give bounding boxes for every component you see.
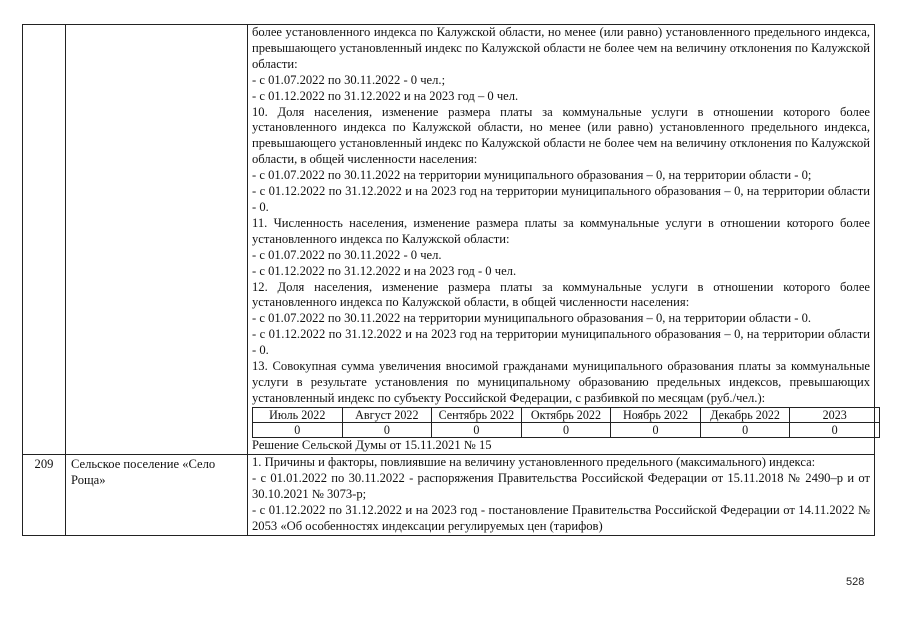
- month-header: Июль 2022: [253, 407, 343, 422]
- paragraph: - с 01.12.2022 по 31.12.2022 и на 2023 год на территории муниципального образования – 0, на территории области - 0.: [252, 327, 870, 358]
- regulation-table: [22, 24, 875, 536]
- details-cell: [248, 455, 875, 536]
- paragraph: - с 01.12.2022 по 31.12.2022 и на 2023 год - постановление Правительства Российской Федерации от 14.11.2022 № 2053 «Об особенностях индексации регулируемых цен (тарифов): [252, 502, 870, 533]
- paragraph: 11. Численность населения, изменение размера платы за коммунальные услуги в отношении которого более установленного индекса по Калужской области:: [252, 215, 870, 246]
- month-header: 2023: [790, 407, 880, 422]
- month-value: 0: [521, 422, 611, 437]
- month-header: Август 2022: [342, 407, 432, 422]
- months-header-row: [253, 407, 880, 422]
- paragraph: более установленного индекса по Калужской области, но менее (или равно) установленного предельного индекса, превышающего установленный индекс по Калужской области не более чем на величину отклонения по Калужской области:: [252, 25, 870, 71]
- paragraph: 12. Доля населения, изменение размера платы за коммунальные услуги в отношении которого более установленного индекса по Калужской области, в общей численности населения:: [252, 279, 870, 310]
- monthly-amount-table: [252, 407, 880, 438]
- months-value-row: [253, 422, 880, 437]
- paragraph: - с 01.01.2022 по 30.11.2022 - распоряжения Правительства Российской Федерации от 15.11.2018 № 2490–р и от 30.10.2021 № 3073-р;: [252, 470, 870, 501]
- month-value: 0: [432, 422, 522, 437]
- table-row: [23, 455, 875, 536]
- row-number-cell: 209: [23, 455, 66, 536]
- month-value: 0: [790, 422, 880, 437]
- month-value: 0: [700, 422, 790, 437]
- table-row: [23, 25, 875, 455]
- month-header: Сентябрь 2022: [432, 407, 522, 422]
- paragraph: - с 01.07.2022 по 30.11.2022 на территории муниципального образования – 0, на территории области - 0.: [252, 311, 812, 326]
- paragraph: 1. Причины и факторы, повлиявшие на величину установленного предельного (максимального) индекса:: [252, 455, 816, 470]
- paragraph: - с 01.07.2022 по 30.11.2022 - 0 чел.;: [252, 72, 446, 87]
- municipality-name-cell: Сельское поселение «Село Роща»: [66, 455, 248, 536]
- paragraph: - с 01.12.2022 по 31.12.2022 и на 2023 год - 0 чел.: [252, 263, 517, 278]
- paragraph: 10. Доля населения, изменение размера платы за коммунальные услуги в отношении которого более установленного индекса по Калужской области, но менее (или равно) установленного предельного индекса, превышающего установленный индекс по Калужской области не более чем на величину отклонения по Калужской области, в общей численности населения:: [252, 104, 870, 167]
- paragraph: - с 01.12.2022 по 31.12.2022 и на 2023 год – 0 чел.: [252, 88, 519, 103]
- month-value: 0: [342, 422, 432, 437]
- decision-reference: Решение Сельской Думы от 15.11.2021 № 15: [252, 438, 492, 453]
- paragraph: - с 01.07.2022 по 30.11.2022 - 0 чел.: [252, 247, 442, 262]
- month-value: 0: [253, 422, 343, 437]
- municipality-name-cell: [66, 25, 248, 455]
- page-number: 528: [846, 576, 865, 588]
- month-value: 0: [611, 422, 701, 437]
- month-header: Ноябрь 2022: [611, 407, 701, 422]
- row-number-cell: [23, 25, 66, 455]
- details-cell: [248, 25, 875, 455]
- paragraph: - с 01.07.2022 по 30.11.2022 на территории муниципального образования – 0, на территории области - 0;: [252, 168, 812, 183]
- month-header: Декабрь 2022: [700, 407, 790, 422]
- paragraph: 13. Совокупная сумма увеличения вносимой гражданами муниципального образования платы за коммунальные услуги в результате установления по муниципальному образованию предельных индексов, превышающих установленный индекс по субъекту Российской Федерации, с разбивкой по месяцам (руб./чел.):: [252, 359, 870, 405]
- paragraph: - с 01.12.2022 по 31.12.2022 и на 2023 год на территории муниципального образования – 0, на территории области - 0.: [252, 184, 870, 214]
- month-header: Октябрь 2022: [521, 407, 611, 422]
